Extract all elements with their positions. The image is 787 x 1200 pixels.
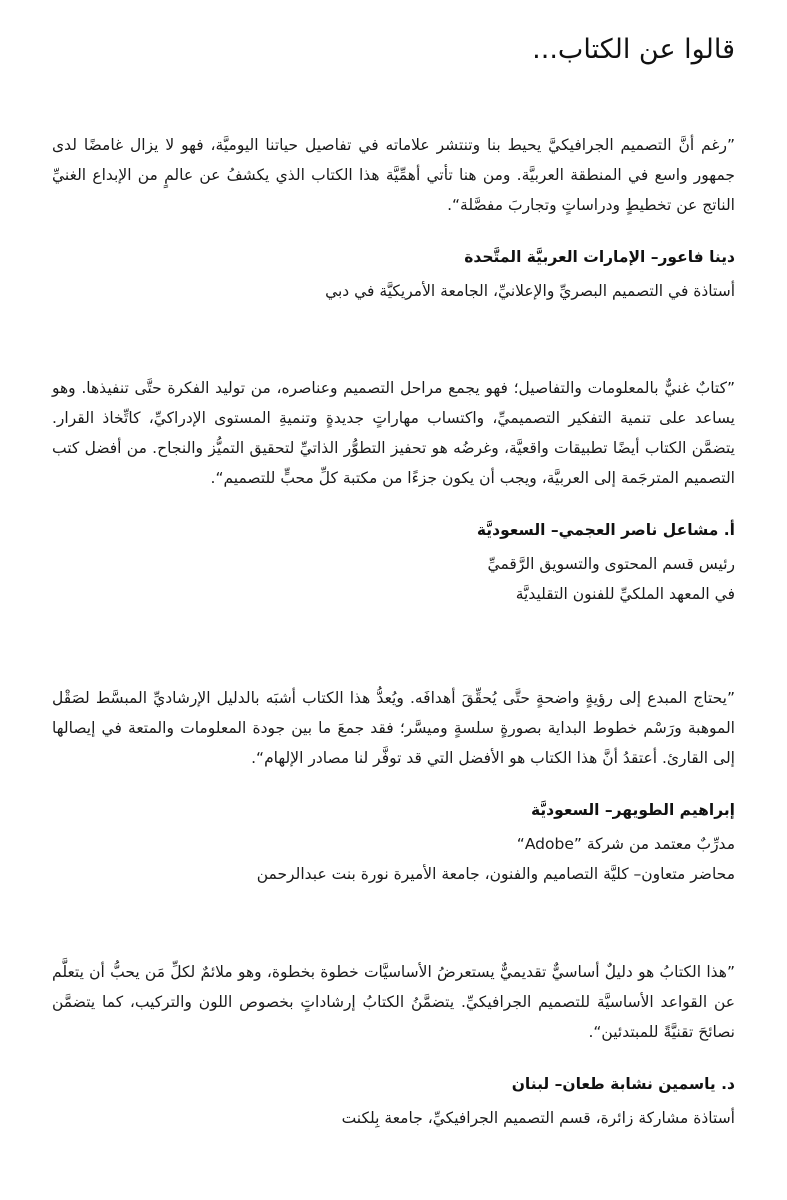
testimonial [52, 683, 735, 889]
testimonial-author: دينا فاعور– الإمارات العربيَّة المتَّحدة [464, 248, 735, 266]
testimonial-quote: ”هذا الكتابُ هو دليلٌ أساسيٌّ تقديميٌّ يستعرضُ الأساسيَّات خطوة بخطوة، وهو ملائمٌ لكلِّ مَن يحبُّ أن يتعلَّم عن القواعد الأساسيَّة للتصميم الجرافيكيِّ. يتضمَّنُ الكتابُ إرشاداتٍ بخصوص اللون والتركيب، كما يتضمَّن نصائحَ تقنيَّةً للمبتدئين“. [52, 963, 735, 1041]
testimonial-author: أ. مشاعل ناصر العجمي– السعوديَّة [476, 521, 735, 539]
testimonial-author: د. ياسمين نشابة طعان– لبنان [511, 1075, 735, 1093]
testimonial-quote: ”كتابٌ غنيٌّ بالمعلومات والتفاصيل؛ فهو يجمع مراحل التصميم وعناصره، من توليد الفكرة حتَّى تنفيذها. وهو يساعد على تنمية التفكير التصميميِّ، واكتساب مهاراتٍ جديدةٍ وتنميةِ المستوى الإدراكيِّ، كاتِّخاذ القرار. يتضمَّن الكتاب أيضًا تطبيقات واقعيَّة، وغرضُه هو تحفيز التطوُّر الذاتيِّ لتحقيق التميُّز والنجاح. من أفضل كتب التصميم المترجَمة إلى العربيَّة، ويجب أن يكون جزءًا من مكتبة كلِّ محبٍّ للتصميم“. [52, 379, 735, 487]
testimonial-author-role: مدرِّبٌ معتمد من شركة ”Adobe“ [516, 835, 735, 853]
testimonial [52, 130, 735, 306]
testimonial-quote: ”رغم أنَّ التصميم الجرافيكيَّ يحيط بنا وتنتشر علاماته في تفاصيل حياتنا اليوميَّة، فهو لا يزال غامضًا لدى جمهور واسع في المنطقة العربيَّة. ومن هنا تأتي أهمِّيَّة هذا الكتاب الذي يكشفُ عن عالمٍ من الإبداع الغنيِّ الناتج عن تخطيطٍ ودراساتٍ وتجاربَ مفصَّلة“. [52, 136, 735, 214]
testimonial [52, 957, 735, 1133]
testimonial-quote: ”يحتاج المبدع إلى رؤيةٍ واضحةٍ حتَّى يُحقِّقَ أهدافَه. ويُعدُّ هذا الكتاب أشبَه بالدليل الإرشاديِّ المبسَّط لصَقْل الموهبة ورَسْم خطوط البداية بصورةٍ سلسةٍ وميسَّر؛ فقد جمعَ ما بين جودة المعلومات والمتعة في إيصالها إلى القارئ. أعتقدُ أنَّ هذا الكتاب هو الأفضل التي قد توفَّر لنا مصادر الإلهام“. [52, 689, 735, 767]
testimonial-author: إبراهيم الطويهر– السعوديَّة [530, 801, 735, 819]
page-title: قالوا عن الكتاب... [532, 34, 735, 65]
testimonial [52, 373, 735, 609]
testimonial-author-role: محاضر متعاون– كليَّة التصاميم والفنون، جامعة الأميرة نورة بنت عبدالرحمن [256, 865, 735, 883]
testimonial-author-role: أستاذة مشاركة زائرة، قسم التصميم الجرافيكيِّ، جامعة بِلكنت [341, 1109, 735, 1127]
testimonial-author-role: أستاذة في التصميم البصريِّ والإعلانيِّ، الجامعة الأمريكيَّة في دبي [325, 282, 735, 300]
testimonial-author-role: رئيس قسم المحتوى والتسويق الرَّقميِّ [487, 555, 735, 573]
testimonial-author-role: في المعهد الملكيِّ للفنون التقليديَّة [515, 585, 735, 603]
